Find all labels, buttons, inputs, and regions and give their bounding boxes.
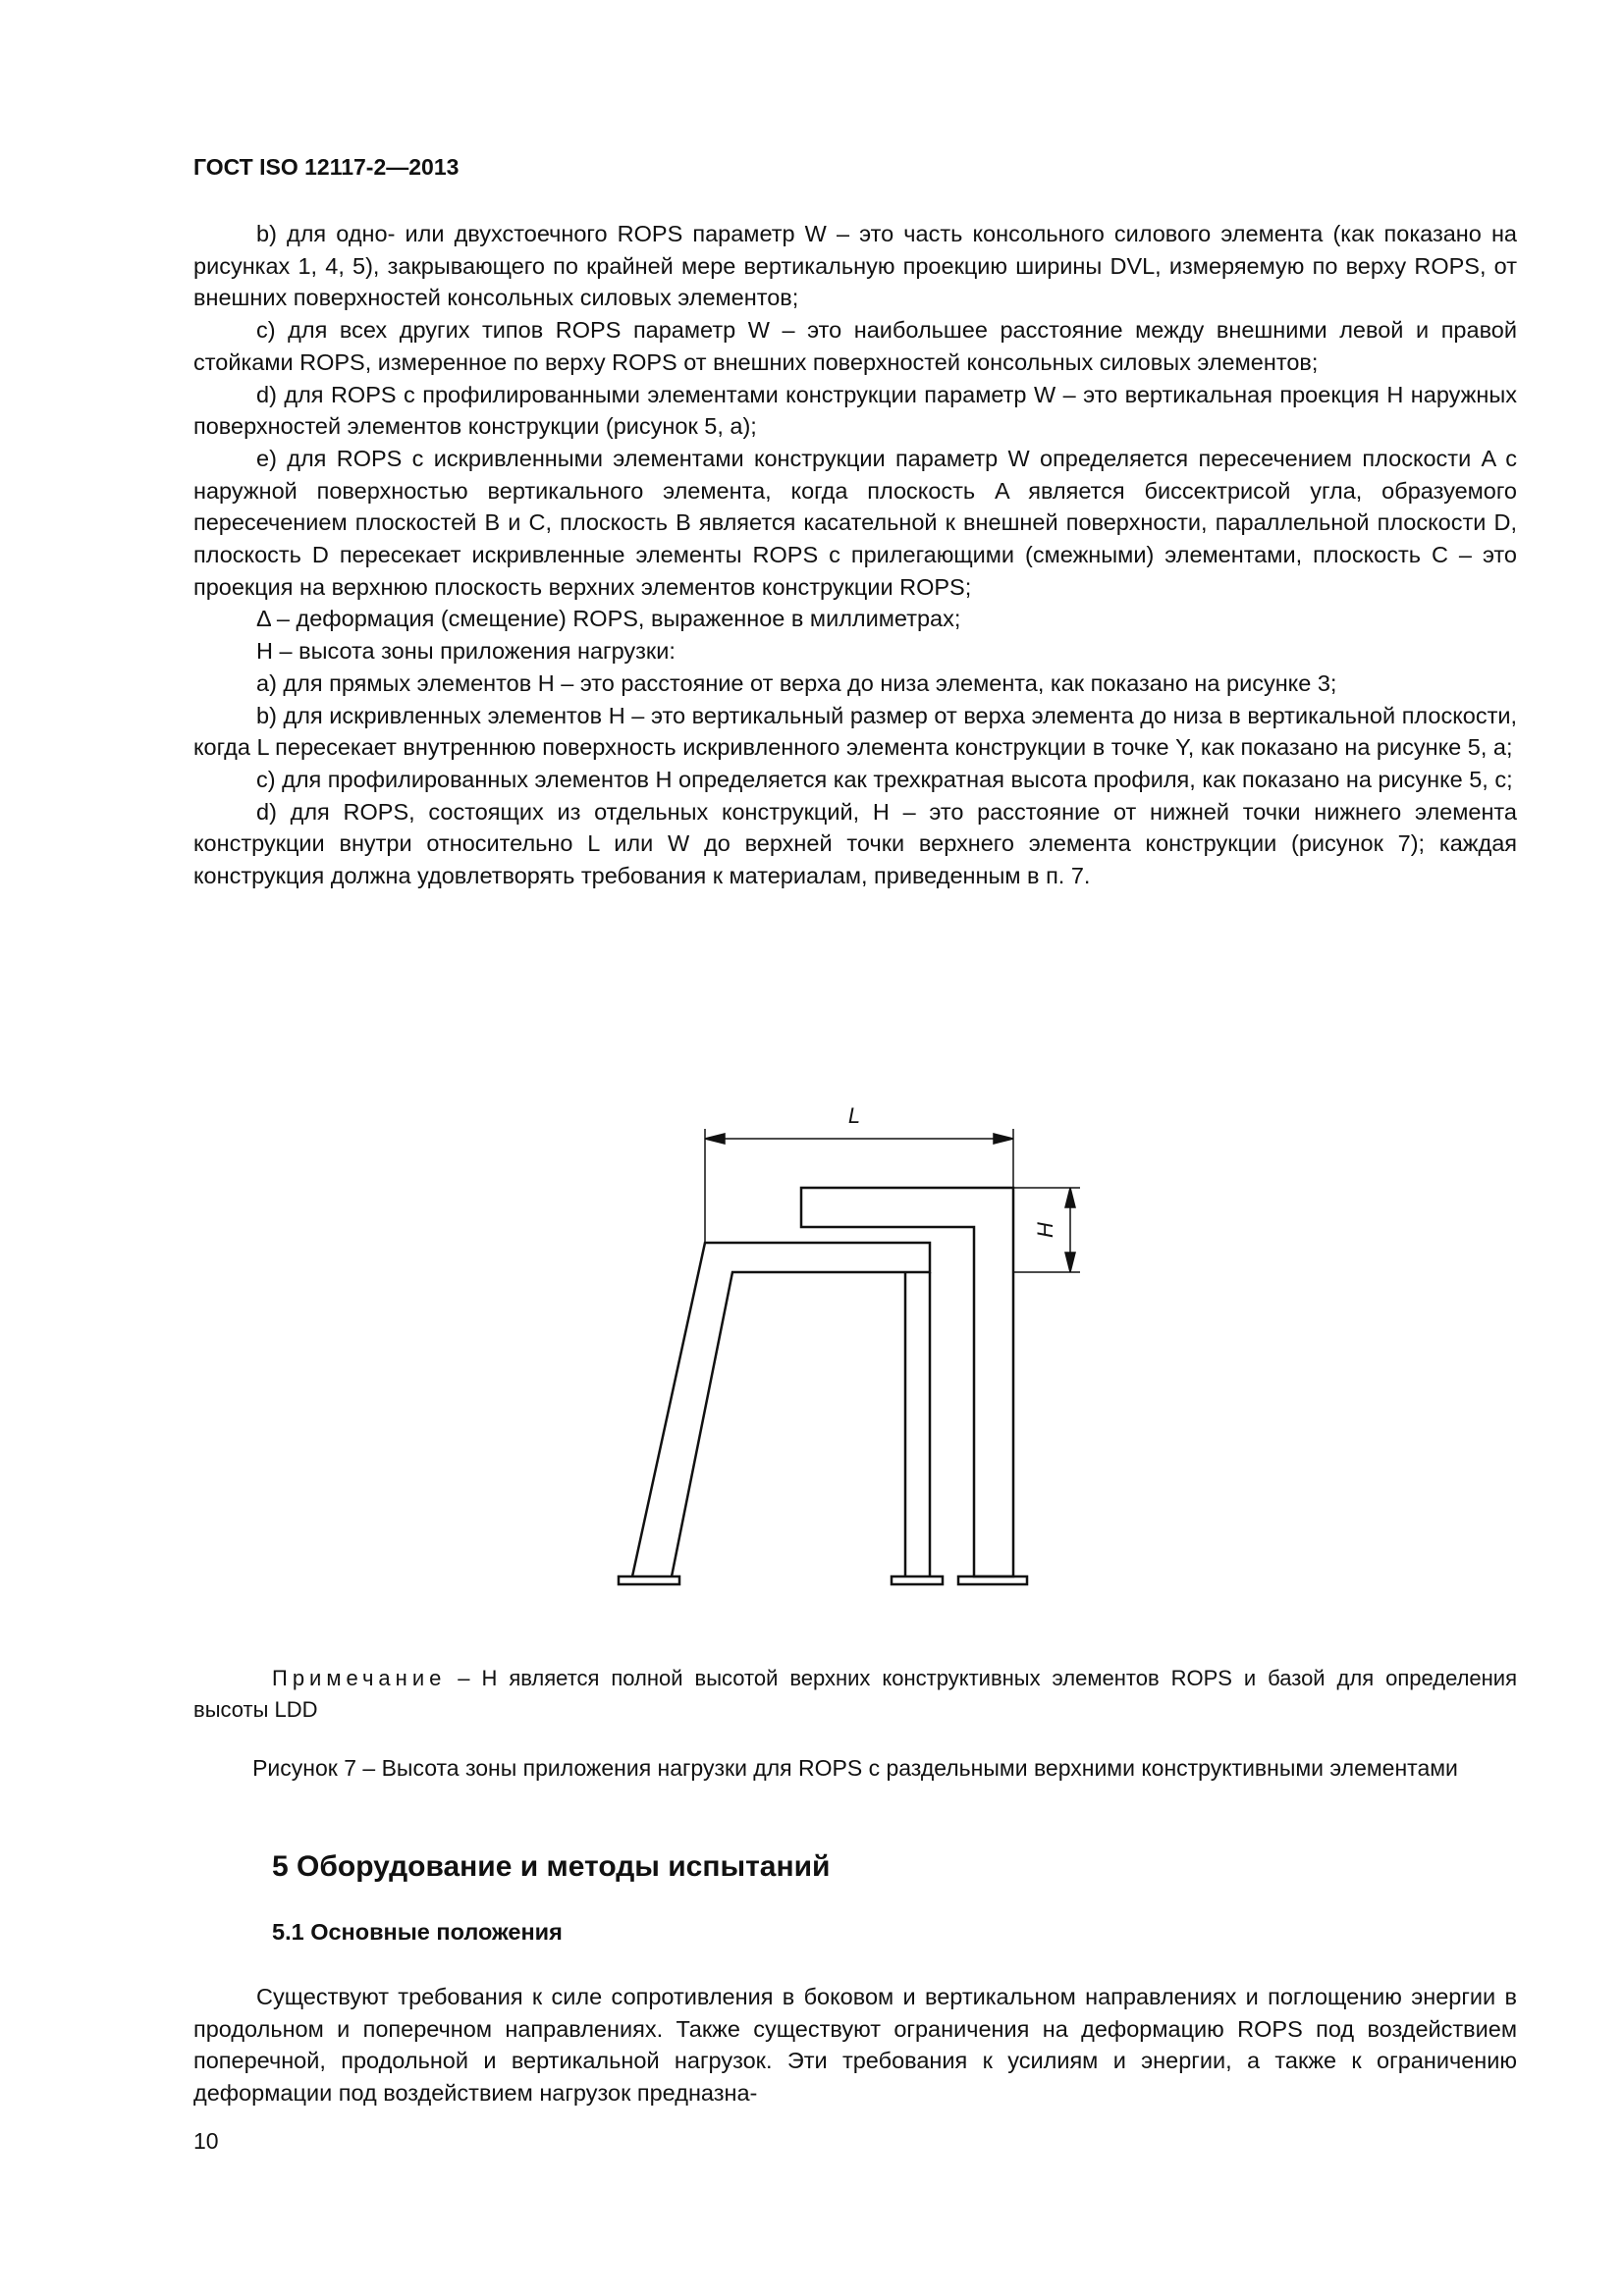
- paragraph: d) для ROPS, состоящих из отдельных конструкций, H – это расстояние от нижней точки нижнего элемента конструкции внутри относительно L или W до верхней точки верхнего элемента конструкции (рисунок 7); каждая конструкция должна удовлетворять требования к материалам, приведенным в п. 7.: [193, 798, 1517, 889]
- paragraph: b) для одно- или двухстоечного ROPS параметр W – это часть консольного силового элемента (как показано на рисунках 1, 4, 5), закрывающего по крайней мере вертикальную проекцию ширины DVL, измеряемую по верху ROPS, от внешних поверхностей консольных силовых элементов;: [193, 221, 1517, 311]
- upper-structure: [801, 1188, 1013, 1576]
- paragraph: e) для ROPS с искривленными элементами конструкции параметр W определяется пересечением плоскости A с наружной поверхностью вертикального элемента, когда плоскость A является биссектрисой угла, образуемого пересечением плоскостей B и C, плоскость B является касательной к внешней поверхности, параллельной плоскости D, плоскость D пересекает искривленные элементы ROPS с прилегающими (смежными) элементами, плоскость C – это проекция на верхнюю плоскость верхних элементов конструкции ROPS;: [193, 445, 1517, 600]
- figure-7-diagram: [609, 1090, 1090, 1600]
- page-number: 10: [193, 2128, 219, 2154]
- arrow-down-icon: [1065, 1253, 1075, 1272]
- label-L: L: [847, 1103, 861, 1128]
- lower-structure-post: [905, 1272, 930, 1576]
- body-text-bottom: [193, 1981, 1517, 2109]
- figure-note: [193, 1663, 1517, 1726]
- arrow-up-icon: [1065, 1188, 1075, 1207]
- document-header: ГОСТ ISO 12117-2—2013: [193, 154, 460, 180]
- paragraph: d) для ROPS с профилированными элементами конструкции параметр W – это вертикальная проекция H наружных поверхностей элементов конструкции (рисунок 5, a);: [193, 381, 1517, 440]
- body-text-top: [193, 218, 1517, 892]
- foot-plate-left: [619, 1576, 679, 1584]
- paragraph: c) для всех других типов ROPS параметр W – это наибольшее расстояние между внешними левой и правой стойками ROPS, измеренное по верху ROPS от внешних поверхностей консольных силовых элементов;: [193, 317, 1517, 375]
- paragraph: a) для прямых элементов H – это расстояние от верха до низа элемента, как показано на рисунке 3;: [256, 669, 1337, 696]
- paragraph: Δ – деформация (смещение) ROPS, выраженное в миллиметрах;: [256, 606, 961, 632]
- paragraph: c) для профилированных элементов H определяется как трехкратная высота профиля, как показано на рисунке 5, c;: [256, 766, 1513, 792]
- paragraph: Существуют требования к силе сопротивления в боковом и вертикальном направлениях и поглощению энергии в продольном и поперечном направлениях. Также существуют ограничения на деформацию ROPS под воздействием поперечной, продольной и вертикальной нагрузок. Эти требования к усилиям и энергии, а также к ограничению деформации под воздействием нагрузок предназна-: [193, 1984, 1517, 2107]
- paragraph: H – высота зоны приложения нагрузки:: [256, 638, 676, 665]
- foot-plate-middle: [892, 1576, 943, 1584]
- paragraph: b) для искривленных элементов H – это вертикальный размер от верха элемента до низа в вертикальной плоскости, когда L пересекает внутреннюю поверхность искривленного элемента конструкции в точке Y, как показано на рисунке 5, a;: [193, 702, 1517, 761]
- arrow-right-icon: [994, 1134, 1013, 1144]
- note-label: Примечание: [272, 1666, 447, 1690]
- arrow-left-icon: [705, 1134, 725, 1144]
- label-H: H: [1033, 1222, 1057, 1238]
- lower-structure-left: [632, 1243, 930, 1576]
- foot-plate-right: [958, 1576, 1027, 1584]
- subsection-heading: 5.1 Основные положения: [272, 1919, 563, 1945]
- figure-caption: Рисунок 7 – Высота зоны приложения нагрузки для ROPS с раздельными верхними конструктивными элементами: [252, 1755, 1458, 1781]
- section-heading: 5 Оборудование и методы испытаний: [272, 1850, 831, 1883]
- note-text: – H является полной высотой верхних конструктивных элементов ROPS и базой для определения высоты LDD: [193, 1666, 1517, 1722]
